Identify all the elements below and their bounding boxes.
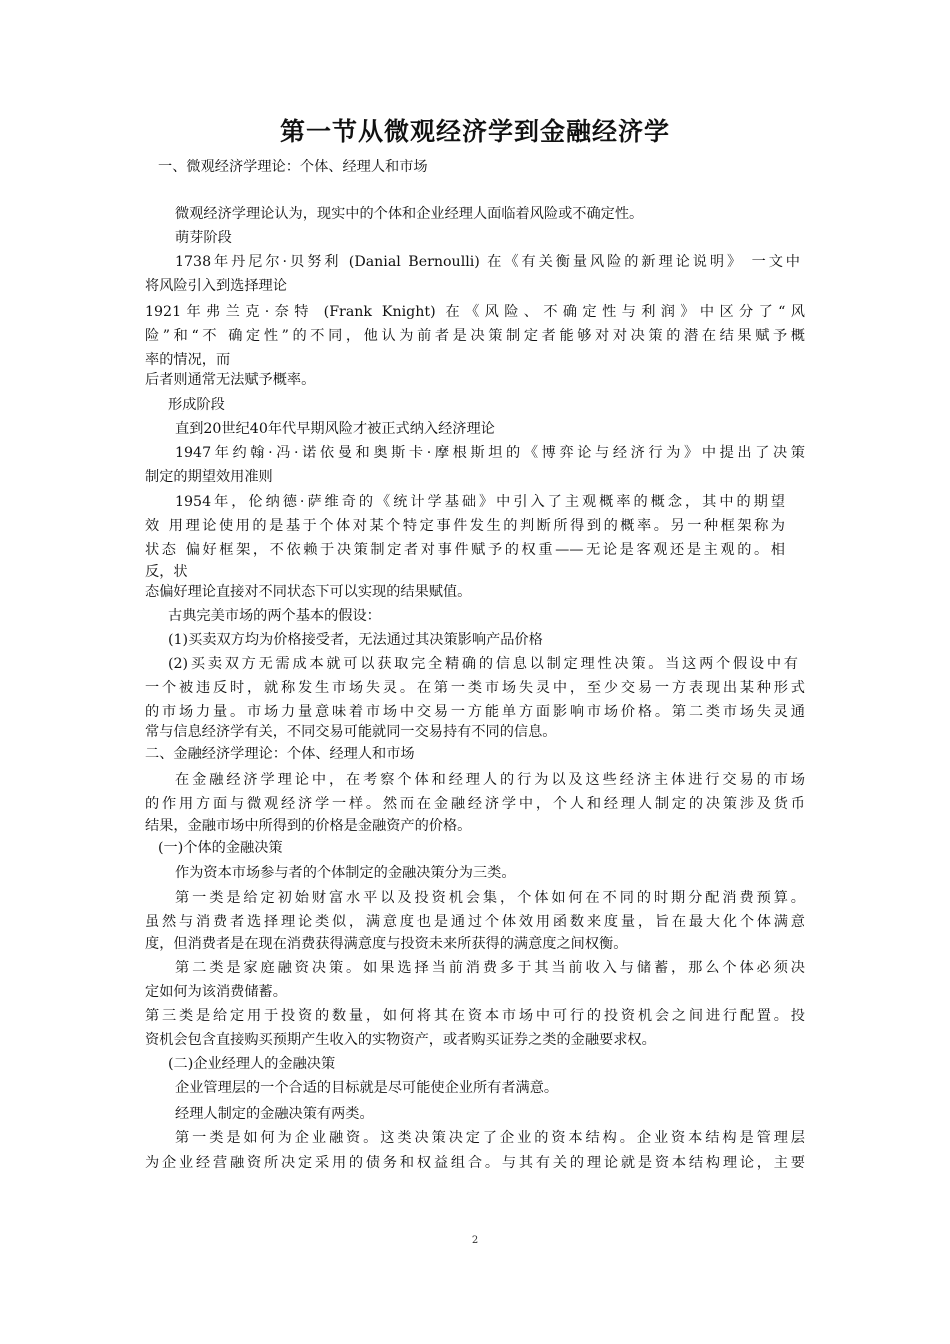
paragraph-line: 第一类是如何为企业融资。这类决策决定了企业的资本结构。企业资本结构是管理层	[175, 1130, 805, 1146]
paragraph-line: 作为资本市场参与者的个体制定的金融决策分为三类。	[175, 865, 516, 881]
paragraph-line: 将风险引入到选择理论	[145, 278, 287, 294]
paragraph-line: 率的情况，而	[145, 352, 231, 368]
paragraph-line: 第三类是给定用于投资的数量，如何将其在资本市场中可行的投资机会之间进行配置。投	[145, 1008, 805, 1024]
paragraph-line: 企业管理层的一个合适的目标就是尽可能使企业所有者满意。	[175, 1080, 559, 1096]
paragraph-line: 效 用理论使用的是基于个体对某个特定事件发生的判断所得到的概率。另一种框架称为	[145, 518, 785, 534]
paragraph-line: 第二类是家庭融资决策。如果选择当前消费多于其当前收入与储蓄，那么个体必须决	[175, 960, 805, 976]
paragraph-line: 1954年，伦纳德·萨维奇的《统计学基础》中引入了主观概率的概念，其中的期望	[175, 494, 785, 510]
paragraph-line: 直到20世纪40年代早期风险才被正式纳入经济理论	[175, 421, 495, 437]
subsection-heading: (一)个体的金融决策	[158, 840, 283, 856]
paragraph-line: 反，状	[145, 564, 188, 580]
subheading: 形成阶段	[168, 397, 225, 413]
subheading: 萌芽阶段	[175, 230, 232, 246]
paragraph-line: 后者则通常无法赋予概率。	[145, 372, 316, 388]
paragraph-line: 结果，金融市场中所得到的价格是金融资产的价格。	[145, 818, 472, 834]
paragraph-line: 资机会包含直接购买预期产生收入的实物资产，或者购买证券之类的金融要求权。	[145, 1032, 656, 1048]
subsection-heading: (二)企业经理人的金融决策	[168, 1056, 336, 1072]
paragraph-line: 的市场力量。市场力量意味着市场中交易一方能单方面影响市场价格。第二类市场失灵通	[145, 704, 805, 720]
paragraph-line: 古典完美市场的两个基本的假设：	[168, 608, 381, 624]
page-number: 2	[471, 1235, 479, 1246]
paragraph-line: 险”和“不 确定性”的不同，他认为前者是决策制定者能够对对决策的潜在结果赋予概	[145, 328, 805, 344]
paragraph-line: 1738年丹尼尔·贝努利 (Danial Bernoulli) 在《有关衡量风险的新理论说明》 一文中	[175, 254, 800, 270]
list-item: (1)买卖双方均为价格接受者，无法通过其决策影响产品价格	[168, 632, 543, 648]
section-heading: 二、金融经济学理论：个体、经理人和市场	[145, 746, 415, 762]
paragraph-line: 一个被违反时，就称发生市场失灵。在第一类市场失灵中，至少交易一方表现出某种形式	[145, 680, 805, 696]
section-heading: 一、微观经济学理论：个体、经理人和市场	[158, 159, 428, 175]
page-title: 第一节从微观经济学到金融经济学	[279, 117, 670, 146]
paragraph-line: 虽然与消费者选择理论类似，满意度也是通过个体效用函数来度量，旨在最大化个体满意	[145, 914, 805, 930]
paragraph-line: 1921年弗兰克·奈特 (Frank Knight) 在《风险、不确定性与利润》中区分了“风	[145, 304, 805, 320]
paragraph-line: 状态 偏好框架，不依赖于决策制定者对事件赋予的权重——无论是客观还是主观的。相	[145, 542, 785, 558]
paragraph-line: 在金融经济学理论中，在考察个体和经理人的行为以及这些经济主体进行交易的市场	[175, 772, 805, 788]
paragraph-line: 态偏好理论直接对不同状态下可以实现的结果赋值。	[145, 584, 472, 600]
paragraph-line: 制定的期望效用准则	[145, 469, 273, 485]
paragraph-line: 经理人制定的金融决策有两类。	[175, 1106, 374, 1122]
paragraph-line: 微观经济学理论认为，现实中的个体和企业经理人面临着风险或不确定性。	[175, 206, 644, 222]
paragraph-line: 的作用方面与微观经济学一样。然而在金融经济学中，个人和经理人制定的决策涉及货币	[145, 796, 805, 812]
paragraph-line: 度，但消费者是在现在消费获得满意度与投资未来所获得的满意度之间权衡。	[145, 936, 628, 952]
list-item: (2)买卖双方无需成本就可以获取完全精确的信息以制定理性决策。当这两个假设中有	[168, 656, 798, 672]
paragraph-line: 定如何为该消费储蓄。	[145, 984, 287, 1000]
paragraph-line: 为企业经营融资所决定采用的债务和权益组合。与其有关的理论就是资本结构理论，主要	[145, 1155, 805, 1171]
paragraph-line: 常与信息经济学有关，不同交易可能就同一交易持有不同的信息。	[145, 724, 557, 740]
paragraph-line: 1947年约翰·冯·诺依曼和奥斯卡·摩根斯坦的《博弈论与经济行为》中提出了决策	[175, 445, 805, 461]
paragraph-line: 第一类是给定初始财富水平以及投资机会集，个体如何在不同的时期分配消费预算。	[175, 890, 805, 906]
